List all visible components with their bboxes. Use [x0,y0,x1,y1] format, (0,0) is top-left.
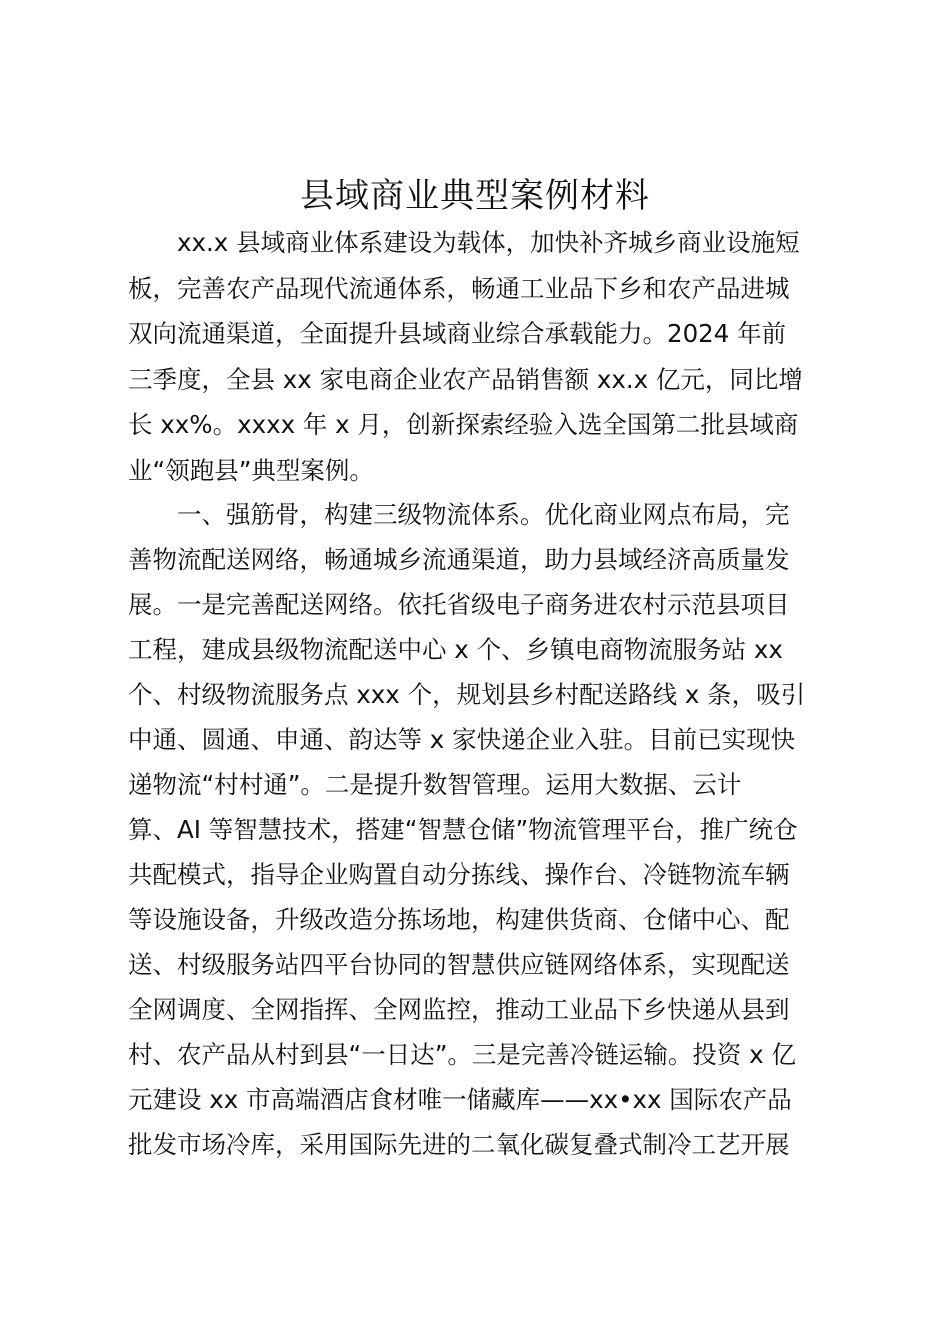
text-line: 全网调度、全网指挥、全网监控，推动工业品下乡快递从县到 [128,995,790,1024]
text-line: 展。一是完善配送网络。依托省级电子商务进农村示范县项目 [128,590,790,619]
text-line: 批发市场冷库，采用国际先进的二氧化碳复叠式制冷工艺开展 [128,1130,790,1159]
text-line: 元建设 xx 市高端酒店食材唯一储藏库——xx•xx 国际农产品 [128,1085,792,1114]
text-line: 送、村级服务站四平台协同的智慧供应链网络体系，实现配送 [128,950,790,979]
document-title: 县域商业典型案例材料 [300,176,650,216]
text-line: 中通、圆通、申通、韵达等 x 家快递企业入驻。目前已实现快 [128,725,796,754]
text-line: 算、AI 等智慧技术，搭建“智慧仓储”物流管理平台，推广统仓 [128,815,798,844]
text-line: 个、村级物流服务点 xxx 个，规划县乡村配送路线 x 条，吸引 [128,680,806,709]
text-line: 长 xx%。xxxx 年 x 月，创新探索经验入选全国第二批县域商 [128,410,799,439]
text-line: 善物流配送网络，畅通城乡流通渠道，助力县域经济高质量发 [128,545,790,574]
text-line: 工程，建成县级物流配送中心 x 个、乡镇电商物流服务站 xx [128,635,783,664]
text-line: 村、农产品从村到县“一日达”。三是完善冷链运输。投资 x 亿 [128,1040,796,1069]
text-line: 双向流通渠道，全面提升县域商业综合承载能力。2024 年前 [128,319,787,348]
text-line: 递物流“村村通”。二是提升数智管理。运用大数据、云计 [128,770,742,799]
text-line: xx.x 县域商业体系建设为载体，加快补齐城乡商业设施短 [128,228,800,257]
text-line: 等设施设备，升级改造分拣场地，构建供货商、仓储中心、配 [128,905,790,934]
text-line: 三季度，全县 xx 家电商企业农产品销售额 xx.x 亿元，同比增 [128,365,803,394]
text-line: 共配模式，指导企业购置自动分拣线、操作台、冷链物流车辆 [128,860,790,889]
text-line: 一、强筋骨，构建三级物流体系。优化商业网点布局，完 [128,500,790,529]
text-line: 业“领跑县”典型案例。 [128,456,374,485]
text-line: 板，完善农产品现代流通体系，畅通工业品下乡和农产品进城 [128,274,790,303]
